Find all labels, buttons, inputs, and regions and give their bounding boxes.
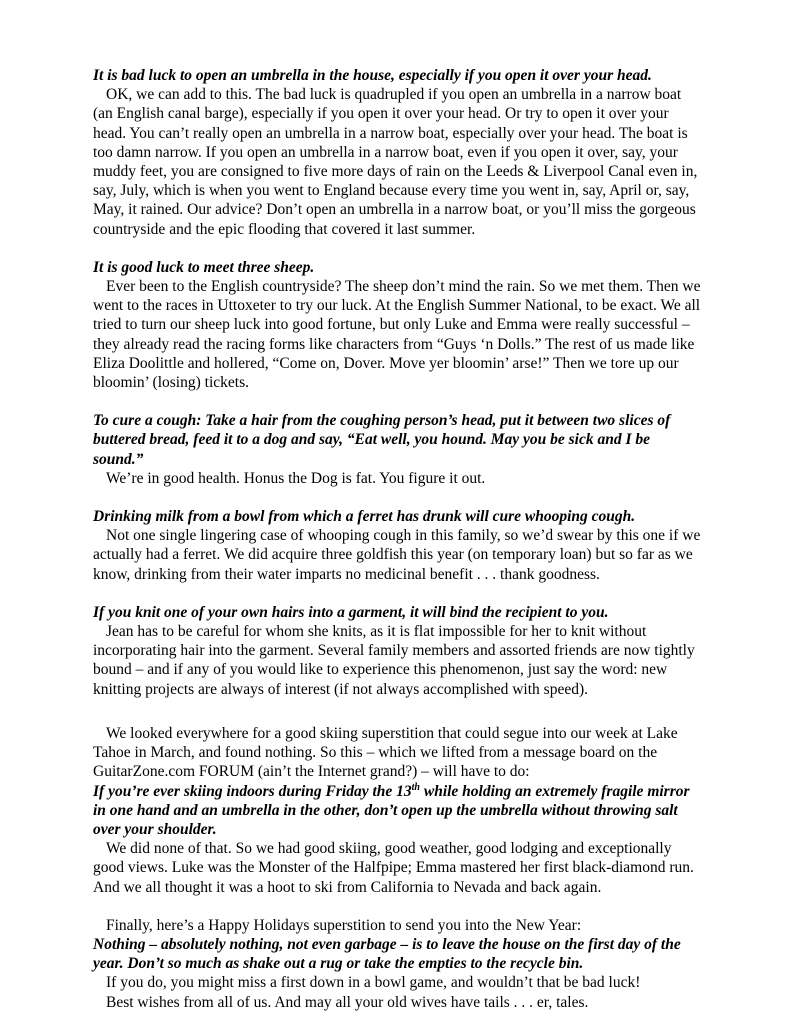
superstition-body: Jean has to be careful for whom she knits, as it is flat impossible for her to knit without incorporating hair into the garment. Several family members and assorted friends are now tightly bound – and if any of you would like to experience this phenomenon, just say the word: new knitting projects are always of interest (if not always accomplished with speed).: [93, 623, 695, 698]
superstition-body: We’re in good health. Honus the Dog is fat. You figure it out.: [106, 469, 486, 487]
section-intro: We looked everywhere for a good skiing superstition that could segue into our week at Lake Tahoe in March, and found nothing. So this – which we lifted from a message board on the GuitarZone.com FORUM (ain’t the Internet grand?) – will have to do:: [93, 724, 678, 781]
section-umbrella: [93, 66, 701, 239]
superstition-body: OK, we can add to this. The bad luck is quadrupled if you open an umbrella in a narrow boat (an English canal barge), especially if you open it over your head. Or try to open it over your head. You can’t really open an umbrella in a narrow boat, especially over your head. The boat is too damn narrow. If you open an umbrella in a narrow boat, even if you open it over, say, your muddy feet, you are consigned to five more days of rain on the Leeds & Liverpool Canal even in, say, July, which is when you went to England because every time you went in, say, April or, say, May, it rained. Our advice? Don’t open an umbrella in a narrow boat, or you’ll miss the gorgeous countryside and the epic flooding that covered it last summer.: [93, 86, 698, 238]
heading-text-post: while holding an extremely fragile mirror in one hand and an umbrella in the other, don’t open up the umbrella without throwing salt over your shoulder.: [93, 782, 690, 838]
section-knitting: [93, 603, 701, 699]
closing-line: If you do, you might miss a first down in a bowl game, and wouldn’t that be bad luck!: [106, 974, 641, 992]
superstition-heading: Nothing – absolutely nothing, not even garbage – is to leave the house on the first day of the year. Don’t so much as shake out a rug or take the empties to the recycle bin.: [93, 935, 681, 973]
superstition-body: Ever been to the English countryside? The sheep don’t mind the rain. So we met them. Then we went to the races in Uttoxeter to try our luck. At the English Summer National, to be exact. We all tried to turn our sheep luck into good fortune, but only Luke and Emma were really successful – they already read the racing forms like characters from “Guys ‘n Dolls.” The rest of us made like Eliza Doolittle and hollered, “Come on, Dover. Move yer bloomin’ arse!” Then we tore up our bloomin’ (losing) tickets.: [93, 278, 701, 392]
superstition-heading: It is good luck to meet three sheep.: [93, 258, 315, 276]
superstition-heading: To cure a cough: Take a hair from the coughing person’s head, put it between two slices of buttered bread, feed it to a dog and say, “Eat well, you hound. May you be sick and I be sound.”: [93, 412, 671, 468]
section-new-year: [93, 916, 701, 1012]
superstition-heading: If you knit one of your own hairs into a garment, it will bind the recipient to you.: [93, 603, 609, 621]
heading-text-pre: If you’re ever skiing indoors during Friday the 13: [93, 782, 412, 800]
superstition-body: We did none of that. So we had good skiing, good weather, good lodging and exceptionally good views. Luke was the Monster of the Halfpipe; Emma mastered her first black-diamond run. And we all thought it was a hoot to ski from California to Nevada and back again.: [93, 840, 694, 896]
superstition-body: Not one single lingering case of whooping cough in this family, so we’d swear by this one if we actually had a ferret. We did acquire three goldfish this year (on temporary loan) but so far as we know, drinking from their water imparts no medicinal benefit . . . thank goodness.: [93, 527, 701, 583]
section-sheep: [93, 258, 701, 392]
section-intro: Finally, here’s a Happy Holidays superstition to send you into the New Year:: [106, 916, 582, 934]
superstition-heading: Drinking milk from a bowl from which a ferret has drunk will cure whooping cough.: [93, 508, 636, 526]
superstition-heading: It is bad luck to open an umbrella in the house, especially if you open it over your head.: [93, 67, 652, 84]
section-cough-cure: [93, 411, 701, 488]
section-ferret-milk: [93, 507, 701, 584]
closing-line: Best wishes from all of us. And may all your old wives have tails . . . er, tales.: [106, 993, 589, 1011]
section-skiing: [93, 724, 701, 897]
ordinal-superscript: th: [411, 781, 420, 793]
superstition-heading: [93, 782, 701, 840]
